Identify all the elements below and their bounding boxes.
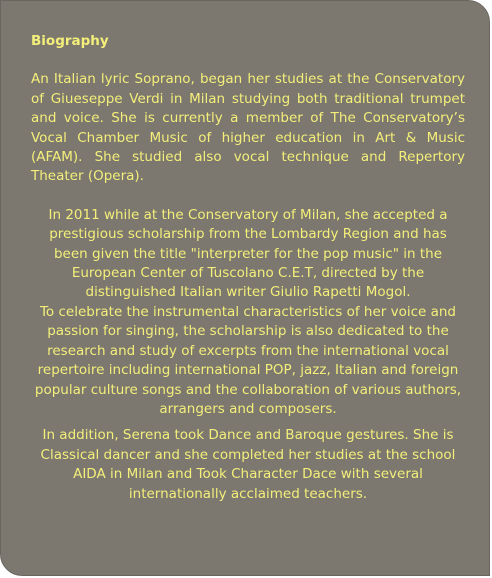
biography-heading: Biography	[31, 33, 109, 49]
biography-paragraph-dance: In addition, Serena took Dance and Baroque gestures. She is Classical dancer and she completed her studies at the school AIDA in Milan and Took Character Dace with several internationally acclaimed teachers.	[40, 427, 456, 502]
biography-content	[31, 32, 465, 504]
biography-paragraph-intro: An Italian lyric Soprano, began her studies at the Conservatory of Giueseppe Verdi in Milan studying both traditional trumpet and voice. She is currently a member of The Conservatory’s Vocal Chamber Music of higher education in Art & Music (AFAM). She studied also vocal technique and Repertory Theater (Opera).	[31, 71, 465, 185]
biography-paragraph-repertoire: To celebrate the instrumental characteristics of her voice and passion for singing, the scholarship is also dedicated to the research and study of excerpts from the international vocal repertoire including international POP, jazz, Italian and foreign popular culture songs and the collaboration of various authors, arrangers and composers.	[34, 303, 462, 417]
biography-paragraph-scholarship: In 2011 while at the Conservatory of Milan, she accepted a prestigious scholarship from the Lombardy Region and has been given the title "interpreter for the pop music" in the European Center of Tuscolano C.E.T, directed by the distinguished Italian writer Giulio Rapetti Mogol.	[48, 206, 448, 301]
